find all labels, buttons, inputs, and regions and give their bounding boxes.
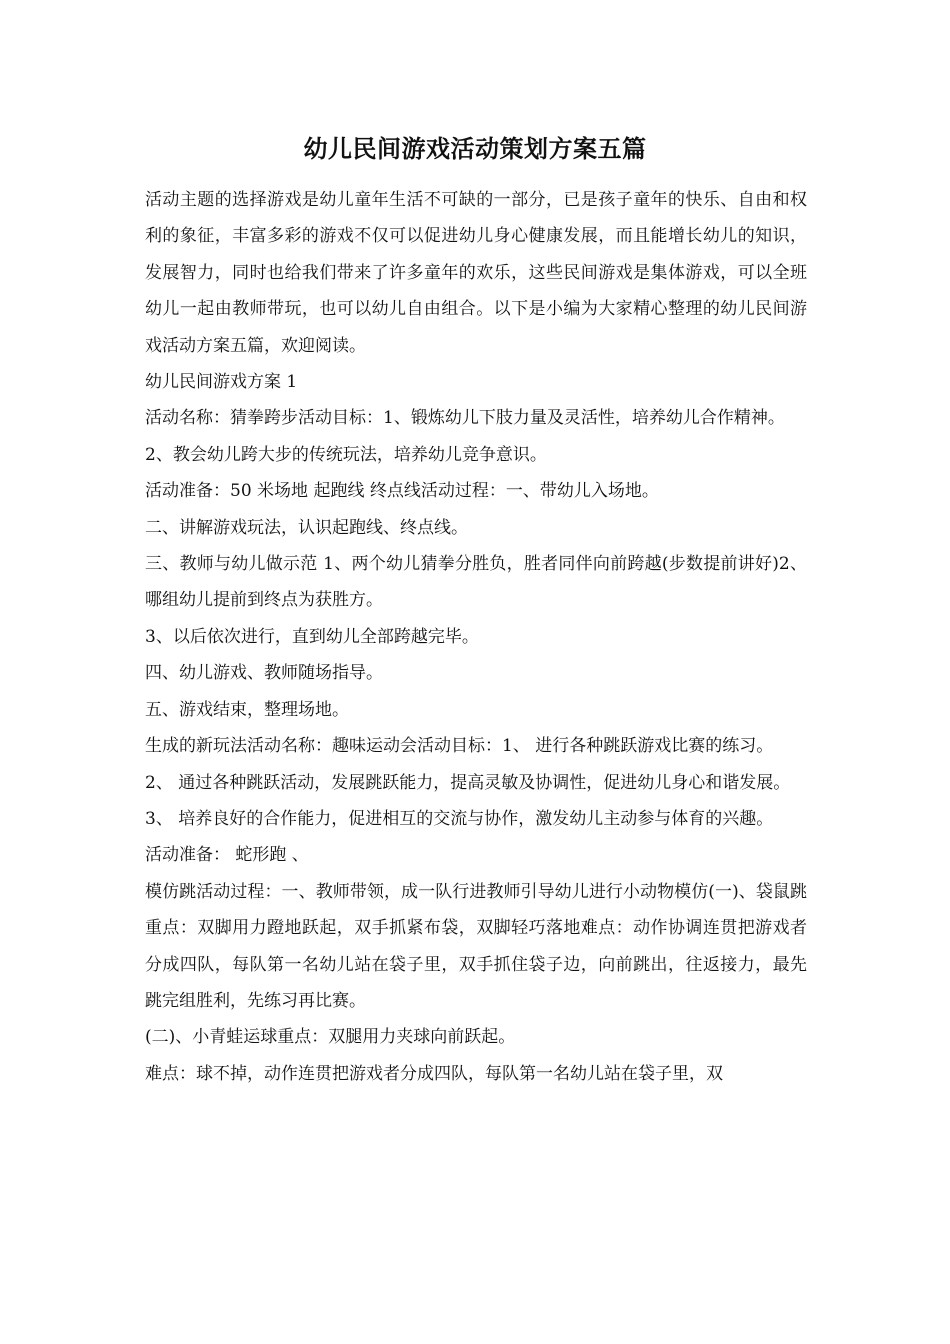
step-3-continue-paragraph: 3、以后依次进行，直到幼儿全部跨越完毕。 xyxy=(145,626,479,647)
process-paragraph: 模仿跳活动过程：一、教师带领，成一队行进教师引导幼儿进行小动物模仿(一)、袋鼠跳重点：双脚用力蹬地跃起，双手抓紧布袋，双脚轻巧落地难点：动作协调连贯把游戏者分成四队，每队第一名幼儿站在袋子里，双手抓住袋子边，向前跳出，往返接力，最先跳完组胜利，先练习再比赛。 xyxy=(145,881,807,1011)
preparation-paragraph: 活动准备：50 米场地 起跑线 终点线活动过程：一、带幼儿入场地。 xyxy=(145,481,659,502)
intro-paragraph: 活动主题的选择游戏是幼儿童年生活不可缺的一部分，已是孩子童年的快乐、自由和权利的象征，丰富多彩的游戏不仅可以促进幼儿身心健康发展，而且能增长幼儿的知识，发展智力，同时也给我们带来了许多童年的欢乐，这些民间游戏是集体游戏，可以全班幼儿一起由教师带玩，也可以幼儿自由组合。以下是小编为大家精心整理的幼儿民间游戏活动方案五篇，欢迎阅读。 xyxy=(145,190,807,356)
new-preparation-paragraph: 活动准备： 蛇形跑 、 xyxy=(145,845,309,866)
activity-name-paragraph: 活动名称：猜拳跨步活动目标：1、锻炼幼儿下肢力量及灵活性，培养幼儿合作精神。 xyxy=(145,408,785,429)
step-3-paragraph: 三、教师与幼儿做示范 1、两个幼儿猜拳分胜负，胜者同伴向前跨越(步数提前讲好)2、哪组幼儿提前到终点为获胜方。 xyxy=(145,554,807,611)
step-4-paragraph: 四、幼儿游戏、教师随场指导。 xyxy=(145,663,383,684)
new-goal-2-paragraph: 2、 通过各种跳跃活动，发展跳跃能力，提高灵敏及协调性，促进幼儿身心和谐发展。 xyxy=(145,772,791,793)
difficulty-paragraph: 难点：球不掉，动作连贯把游戏者分成四队，每队第一名幼儿站在袋子里，双 xyxy=(145,1063,723,1084)
new-game-paragraph: 生成的新玩法活动名称：趣味运动会活动目标：1、 进行各种跳跃游戏比赛的练习。 xyxy=(145,736,774,757)
document-title: 幼儿民间游戏活动策划方案五篇 xyxy=(303,134,647,163)
step-2-paragraph: 二、讲解游戏玩法，认识起跑线、终点线。 xyxy=(145,517,468,538)
goal-2-paragraph: 2、教会幼儿跨大步的传统玩法，培养幼儿竞争意识。 xyxy=(145,444,547,465)
frog-ball-paragraph: (二)、小青蛙运球重点：双腿用力夹球向前跃起。 xyxy=(145,1027,516,1048)
document-body xyxy=(145,182,807,1092)
new-goal-3-paragraph: 3、 培养良好的合作能力，促进相互的交流与协作，激发幼儿主动参与体育的兴趣。 xyxy=(145,808,774,829)
step-5-paragraph: 五、游戏结束，整理场地。 xyxy=(145,699,349,720)
section-heading-plan-1: 幼儿民间游戏方案 1 xyxy=(145,372,298,393)
